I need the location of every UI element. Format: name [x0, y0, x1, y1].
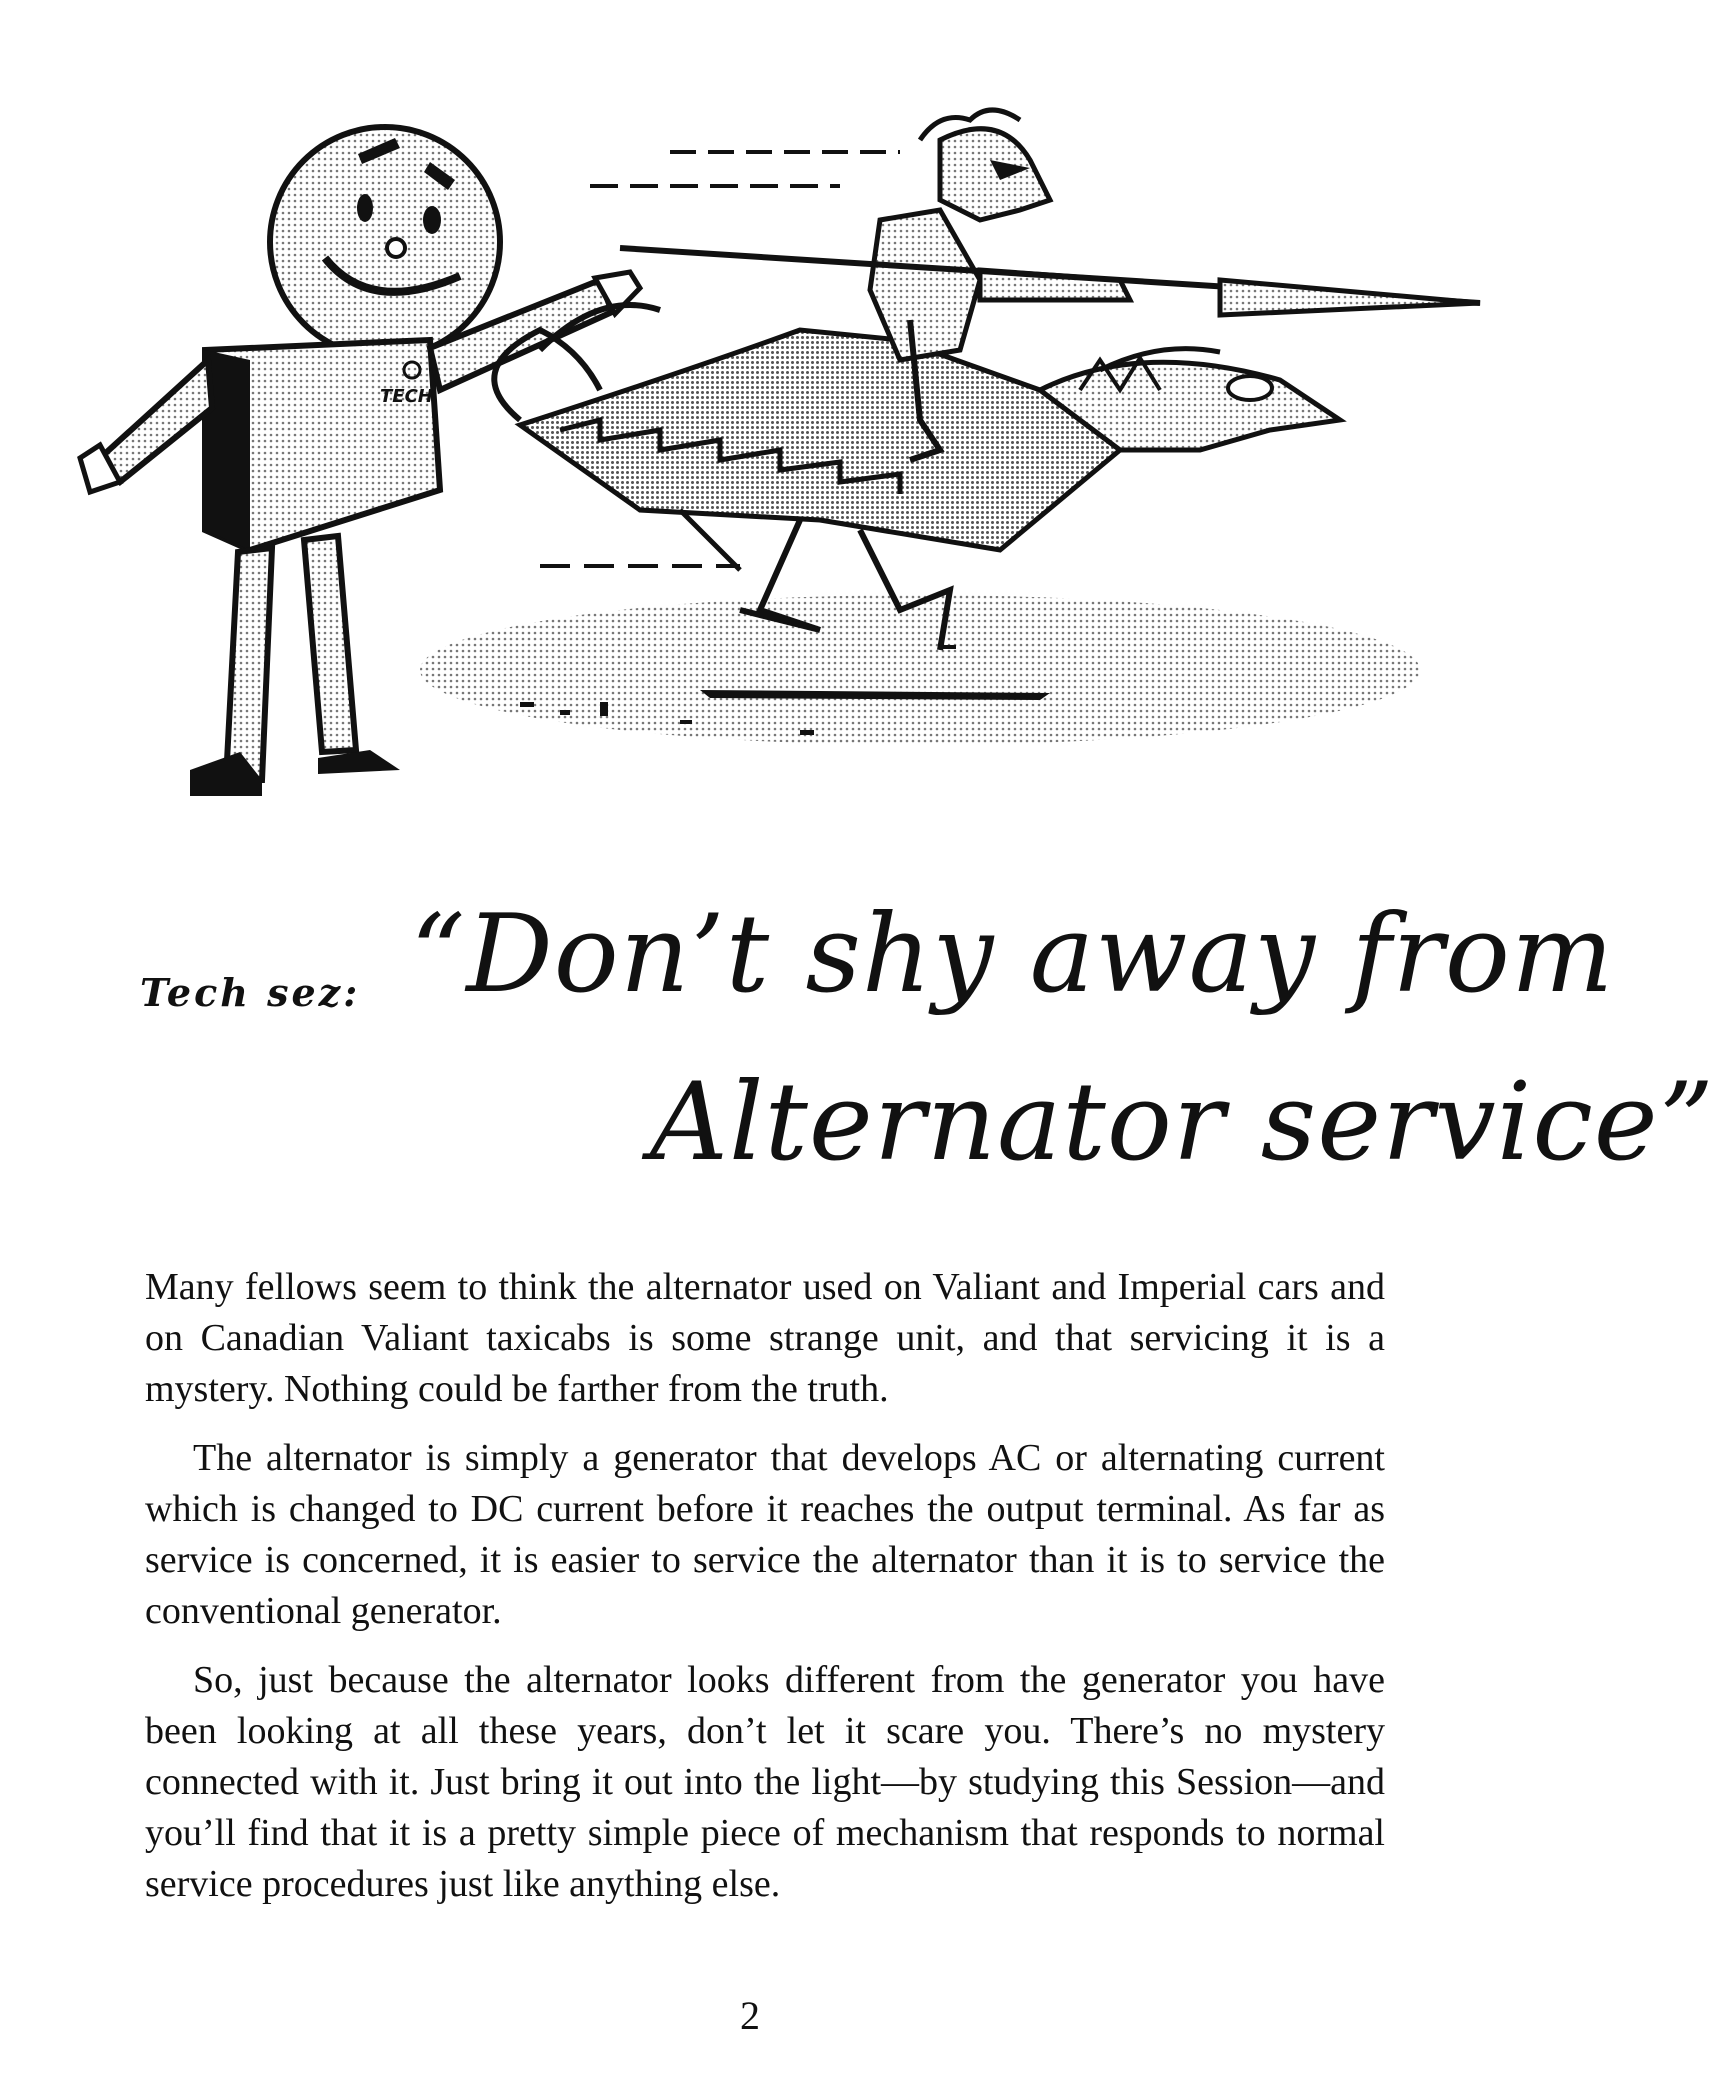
- heading-quote-line-2: Alternator service”: [650, 1060, 1715, 1185]
- tech-sez-label: Tech sez:: [140, 970, 361, 1015]
- page-number: 2: [740, 1993, 760, 2038]
- paragraph-2: The alternator is simply a generator that develops AC or alternating current which is changed to DC current before it reaches the output terminal. As far as service is concerned, it is easier to service the alternator than it is to service the conventional generator.: [145, 1437, 1385, 1632]
- jousting-knight: [494, 110, 1480, 650]
- robot-badge-label: TECH: [380, 386, 433, 407]
- paragraph-3: So, just because the alternator looks different from the generator you have been looking at all these years, don’t let it scare you. There’s no mystery connected with it. Just bring it out into the light—by studying this Session—and you’ll find that it is a pretty simple piece of mechanism that responds to normal service procedures just like anything else.: [145, 1659, 1385, 1905]
- body-text: [145, 1262, 1385, 1928]
- ground-shadow: [420, 595, 1420, 745]
- heading-quote-line-1: “Don’t shy away from: [410, 892, 1615, 1017]
- tech-and-knight-illustration: [40, 90, 1480, 830]
- paragraph-1: Many fellows seem to think the alternator used on Valiant and Imperial cars and on Canadian Valiant taxicabs is some strange unit, and that servicing it is a mystery. Nothing could be farther from the truth.: [145, 1266, 1385, 1410]
- page-heading: [140, 860, 1715, 1240]
